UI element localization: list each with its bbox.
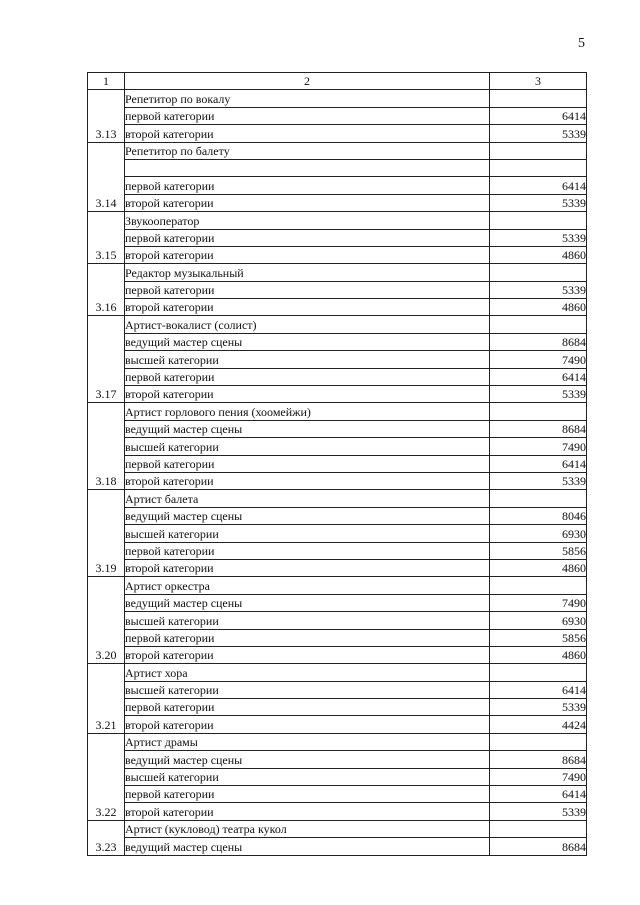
category-label: второй категории [125,646,490,663]
salary-cell: 6414 [490,177,587,194]
salary-cell: 6414 [490,455,587,472]
category-label: второй категории [125,194,490,211]
item-number: 3.13 [88,90,125,142]
category-label: высшей категории [125,768,490,785]
item-number: 3.14 [88,142,125,212]
salary-table [87,72,587,856]
table-row [88,299,587,316]
table-row [88,386,587,403]
table-row [88,629,587,646]
table-row [88,490,587,507]
category-label: первой категории [125,699,490,716]
category-label: первой категории [125,455,490,472]
salary-cell: 7490 [490,438,587,455]
salary-cell: 5339 [490,125,587,142]
salary-cell: 6414 [490,786,587,803]
category-label: второй категории [125,472,490,489]
salary-cell [490,142,587,159]
table-row [88,351,587,368]
salary-cell: 6414 [490,107,587,124]
category-label: второй категории [125,299,490,316]
item-number: 3.16 [88,264,125,316]
table-row [88,768,587,785]
table-row [88,455,587,472]
table-row [88,699,587,716]
table-row [88,786,587,803]
table-row [88,212,587,229]
position-title: Репетитор по вокалу [125,90,490,107]
table-row [88,403,587,420]
salary-cell: 4860 [490,299,587,316]
item-number: 3.18 [88,403,125,490]
position-title: Артист горлового пения (хоомейжи) [125,403,490,420]
table-row [88,107,587,124]
category-label [125,159,490,176]
salary-cell: 7490 [490,351,587,368]
table-row [88,681,587,698]
salary-cell: 5856 [490,629,587,646]
item-number: 3.17 [88,316,125,403]
table-row [88,142,587,159]
category-label: первой категории [125,786,490,803]
category-label: первой категории [125,368,490,385]
table-row [88,420,587,437]
category-label: высшей категории [125,612,490,629]
salary-cell: 6930 [490,525,587,542]
salary-cell [490,820,587,837]
table-row [88,594,587,611]
category-label: ведущий мастер сцены [125,751,490,768]
table-row [88,177,587,194]
salary-cell [490,159,587,176]
salary-cell [490,212,587,229]
table-body [88,90,587,855]
table-row [88,838,587,855]
category-label: ведущий мастер сцены [125,333,490,350]
salary-cell: 8684 [490,838,587,855]
salary-cell: 7490 [490,768,587,785]
category-label: высшей категории [125,525,490,542]
table-row [88,559,587,576]
salary-cell [490,264,587,281]
category-label: второй категории [125,803,490,820]
table-row [88,751,587,768]
table-row [88,472,587,489]
position-title: Артист-вокалист (солист) [125,316,490,333]
item-number: 3.23 [88,820,125,855]
table-row [88,125,587,142]
category-label: ведущий мастер сцены [125,838,490,855]
category-label: второй категории [125,559,490,576]
salary-cell: 4860 [490,559,587,576]
salary-cell: 5339 [490,699,587,716]
salary-cell: 5339 [490,194,587,211]
category-label: ведущий мастер сцены [125,594,490,611]
table-row [88,664,587,681]
salary-cell: 4860 [490,246,587,263]
salary-cell: 5339 [490,386,587,403]
table-row [88,716,587,733]
category-label: высшей категории [125,681,490,698]
table-row [88,194,587,211]
salary-cell [490,90,587,107]
column-header: 2 [125,73,490,90]
position-title: Репетитор по балету [125,142,490,159]
column-header: 1 [88,73,125,90]
salary-cell: 8684 [490,751,587,768]
salary-cell: 7490 [490,594,587,611]
item-number: 3.22 [88,733,125,820]
salary-cell [490,733,587,750]
salary-cell [490,316,587,333]
item-number: 3.20 [88,577,125,664]
table-row [88,612,587,629]
category-label: ведущий мастер сцены [125,420,490,437]
salary-cell: 8046 [490,507,587,524]
item-number: 3.21 [88,664,125,734]
position-title: Редактор музыкальный [125,264,490,281]
category-label: первой категории [125,542,490,559]
position-title: Артист (кукловод) театра кукол [125,820,490,837]
category-label: первой категории [125,107,490,124]
position-title: Артист хора [125,664,490,681]
salary-cell [490,403,587,420]
item-number: 3.19 [88,490,125,577]
salary-cell: 5339 [490,803,587,820]
table-row [88,281,587,298]
table-header-row [88,73,587,90]
table-row [88,159,587,176]
salary-cell: 5339 [490,472,587,489]
table-row [88,542,587,559]
salary-cell: 5856 [490,542,587,559]
salary-cell [490,490,587,507]
table-row [88,333,587,350]
salary-cell: 6414 [490,681,587,698]
salary-cell [490,577,587,594]
item-number: 3.15 [88,212,125,264]
category-label: первой категории [125,629,490,646]
table-row [88,246,587,263]
column-header: 3 [490,73,587,90]
page-number: 5 [578,36,585,51]
salary-cell: 4860 [490,646,587,663]
category-label: второй категории [125,246,490,263]
table-row [88,90,587,107]
category-label: ведущий мастер сцены [125,507,490,524]
category-label: второй категории [125,386,490,403]
table-row [88,438,587,455]
category-label: первой категории [125,281,490,298]
table-row [88,368,587,385]
salary-cell: 6930 [490,612,587,629]
category-label: второй категории [125,716,490,733]
category-label: первой категории [125,177,490,194]
category-label: высшей категории [125,438,490,455]
table-row [88,264,587,281]
position-title: Артист драмы [125,733,490,750]
category-label: второй категории [125,125,490,142]
table-row [88,316,587,333]
table-row [88,820,587,837]
salary-cell [490,664,587,681]
salary-cell: 8684 [490,420,587,437]
salary-cell: 5339 [490,281,587,298]
position-title: Артист оркестра [125,577,490,594]
position-title: Артист балета [125,490,490,507]
table-row [88,229,587,246]
salary-cell: 4424 [490,716,587,733]
category-label: первой категории [125,229,490,246]
table-row [88,803,587,820]
salary-cell: 8684 [490,333,587,350]
table-row [88,646,587,663]
category-label: высшей категории [125,351,490,368]
salary-cell: 6414 [490,368,587,385]
salary-cell: 5339 [490,229,587,246]
position-title: Звукооператор [125,212,490,229]
table-row [88,733,587,750]
table-row [88,577,587,594]
table-row [88,507,587,524]
table-row [88,525,587,542]
